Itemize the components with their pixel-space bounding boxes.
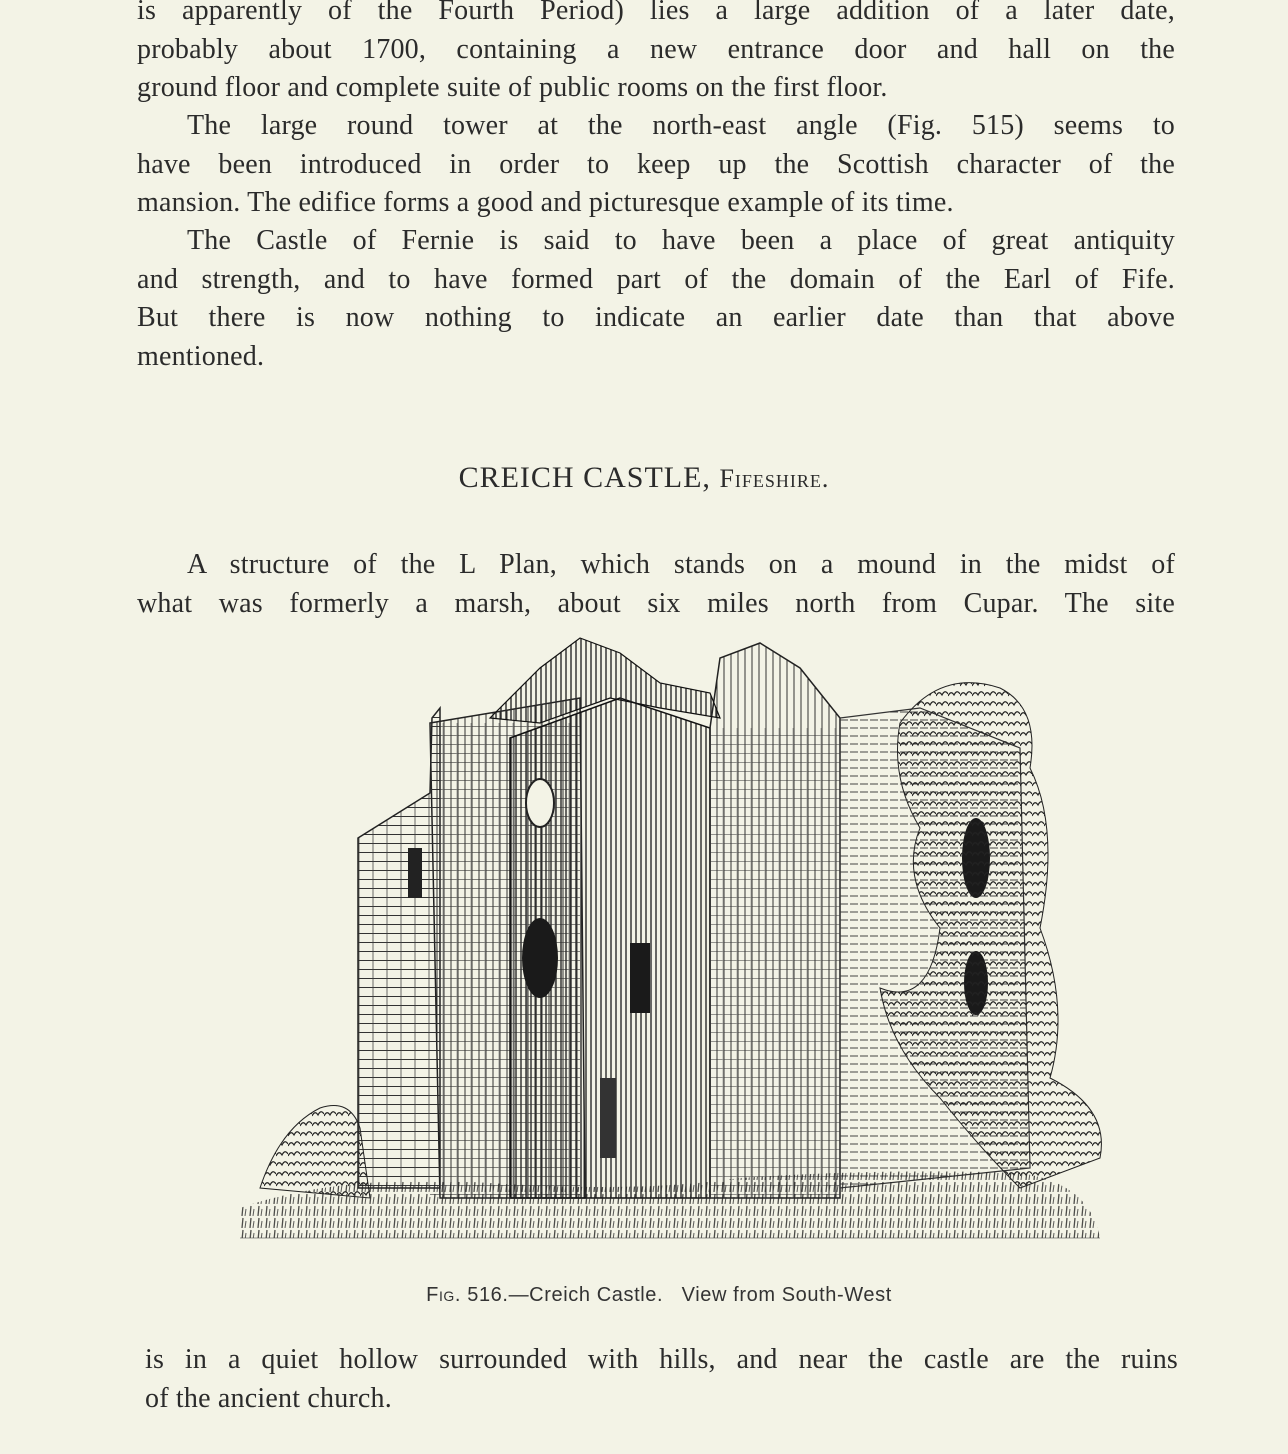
text-line: what was formerly a marsh, about six miles north from Cupar. The site xyxy=(137,587,1175,619)
section-county: Fifeshire. xyxy=(719,464,830,493)
text-line: ground floor and complete suite of public rooms on the first floor. xyxy=(137,72,888,104)
text-line: is apparently of the Fourth Period) lies a large addition of a later date, xyxy=(137,0,1175,26)
text-line: and strength, and to have formed part of the domain of the Earl of Fife. xyxy=(137,263,1175,295)
text-line: probably about 1700, containing a new entrance door and hall on the xyxy=(137,33,1175,65)
paragraph-fernie xyxy=(137,222,1175,376)
text-line: A structure of the L Plan, which stands on a mound in the midst of xyxy=(187,549,1175,580)
text-line: have been introduced in order to keep up the Scottish character of the xyxy=(137,148,1175,180)
figure-label: Fig. 516. xyxy=(426,1284,509,1306)
section-heading xyxy=(0,461,1288,495)
paragraph-creich xyxy=(137,546,1175,623)
figure-caption-text: —Creich Castle. View from South-West xyxy=(508,1284,892,1306)
castle-engraving xyxy=(240,628,1110,1253)
section-title: CREICH CASTLE, xyxy=(458,461,711,494)
text-line: The Castle of Fernie is said to have been a place of great antiquity xyxy=(187,225,1175,256)
text-line: mansion. The edifice forms a good and picturesque example of its time. xyxy=(137,187,954,219)
text-line: The large round tower at the north-east angle (Fig. 515) seems to xyxy=(187,110,1175,141)
text-line: But there is now nothing to indicate an earlier date than that above xyxy=(137,302,1175,334)
text-line: is in a quiet hollow surrounded with hills, and near the castle are the ruins xyxy=(145,1344,1178,1375)
paragraph-bottom xyxy=(145,1341,1178,1418)
paragraph-top xyxy=(137,0,1175,108)
paragraph-tower xyxy=(137,107,1175,223)
text-line: mentioned. xyxy=(137,340,265,372)
text-line: of the ancient church. xyxy=(145,1382,392,1414)
figure-caption xyxy=(0,1284,1288,1307)
